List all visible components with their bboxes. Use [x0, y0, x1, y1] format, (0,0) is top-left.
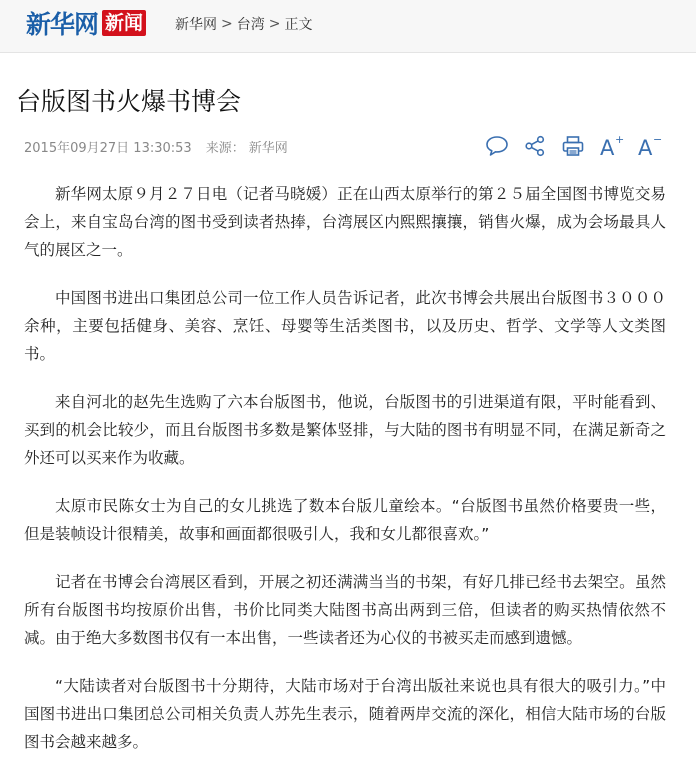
site-header [0, 0, 696, 53]
breadcrumb-separator: > [268, 16, 281, 32]
comment-button[interactable] [478, 130, 516, 162]
publish-datetime: 2015年09月27日 13:30:53 [24, 141, 192, 156]
breadcrumb-section-link[interactable]: 台湾 [236, 17, 265, 33]
breadcrumb-current: 正文 [284, 17, 313, 33]
breadcrumb-separator: > [221, 16, 233, 32]
print-button[interactable] [554, 130, 592, 162]
source-name: 新华网 [248, 141, 288, 156]
source-label: 来源： [205, 141, 245, 156]
breadcrumb [175, 14, 312, 34]
share-button[interactable] [516, 130, 554, 162]
article-paragraph: 来自河北的赵先生选购了六本台版图书，他说，台版图书的引进渠道有限，平时能看到、买到的机会比较少，而且台版图书多数是繁体竖排，与大陆的图书有明显不同，在满足新奇之外还可以买来作为收藏。 [24, 393, 666, 467]
font-increase-icon [598, 134, 624, 158]
print-icon [561, 135, 585, 157]
logo-text: 新华网 [26, 10, 99, 39]
svg-text:−: − [653, 134, 662, 146]
svg-text:A: A [600, 136, 615, 158]
share-icon [524, 135, 546, 157]
svg-text:+: + [615, 134, 624, 146]
breadcrumb-home-link[interactable]: 新华网 [175, 17, 217, 33]
article-paragraph: 太原市民陈女士为自己的女儿挑选了数本台版儿童绘本。“台版图书虽然价格要贵一些，但是装帧设计很精美，故事和画面都很吸引人，我和女儿都很喜欢。” [24, 497, 666, 543]
article-paragraph: 记者在书博会台湾展区看到，开展之初还满满当当的书架，有好几排已经书去架空。虽然所有台版图书均按原价出售，书价比同类大陆图书高出两到三倍，但读者的购买热情依然不减。由于绝大多数图书仅有一本出售，一些读者还为心仪的书被买走而感到遗憾。 [24, 573, 666, 647]
font-increase-button[interactable] [592, 130, 630, 162]
article-paragraph: 中国图书进出口集团总公司一位工作人员告诉记者，此次书博会共展出台版图书３０００余种，主要包括健身、美容、烹饪、母婴等生活类图书，以及历史、哲学、文学等人文类图书。 [24, 289, 666, 363]
site-logo[interactable] [26, 8, 146, 38]
article-meta [24, 137, 288, 156]
logo-badge: 新闻 [102, 10, 146, 36]
comment-icon [485, 135, 509, 157]
article-body [24, 180, 666, 776]
font-decrease-icon [636, 134, 662, 158]
article-toolbar [478, 130, 668, 162]
svg-text:A: A [638, 136, 653, 158]
font-decrease-button[interactable] [630, 130, 668, 162]
article-paragraph: “大陆读者对台版图书十分期待，大陆市场对于台湾出版社来说也具有很大的吸引力。”中国图书进出口集团总公司相关负责人苏先生表示，随着两岸交流的深化，相信大陆市场的台版图书会越来越多。 [24, 677, 666, 751]
article-paragraph: 新华网太原９月２７日电（记者马晓媛）正在山西太原举行的第２５届全国图书博览交易会上，来自宝岛台湾的图书受到读者热捧，台湾展区内熙熙攘攘，销售火爆，成为会场最具人气的展区之一。 [24, 185, 666, 259]
article-title: 台版图书火爆书博会 [16, 87, 242, 116]
